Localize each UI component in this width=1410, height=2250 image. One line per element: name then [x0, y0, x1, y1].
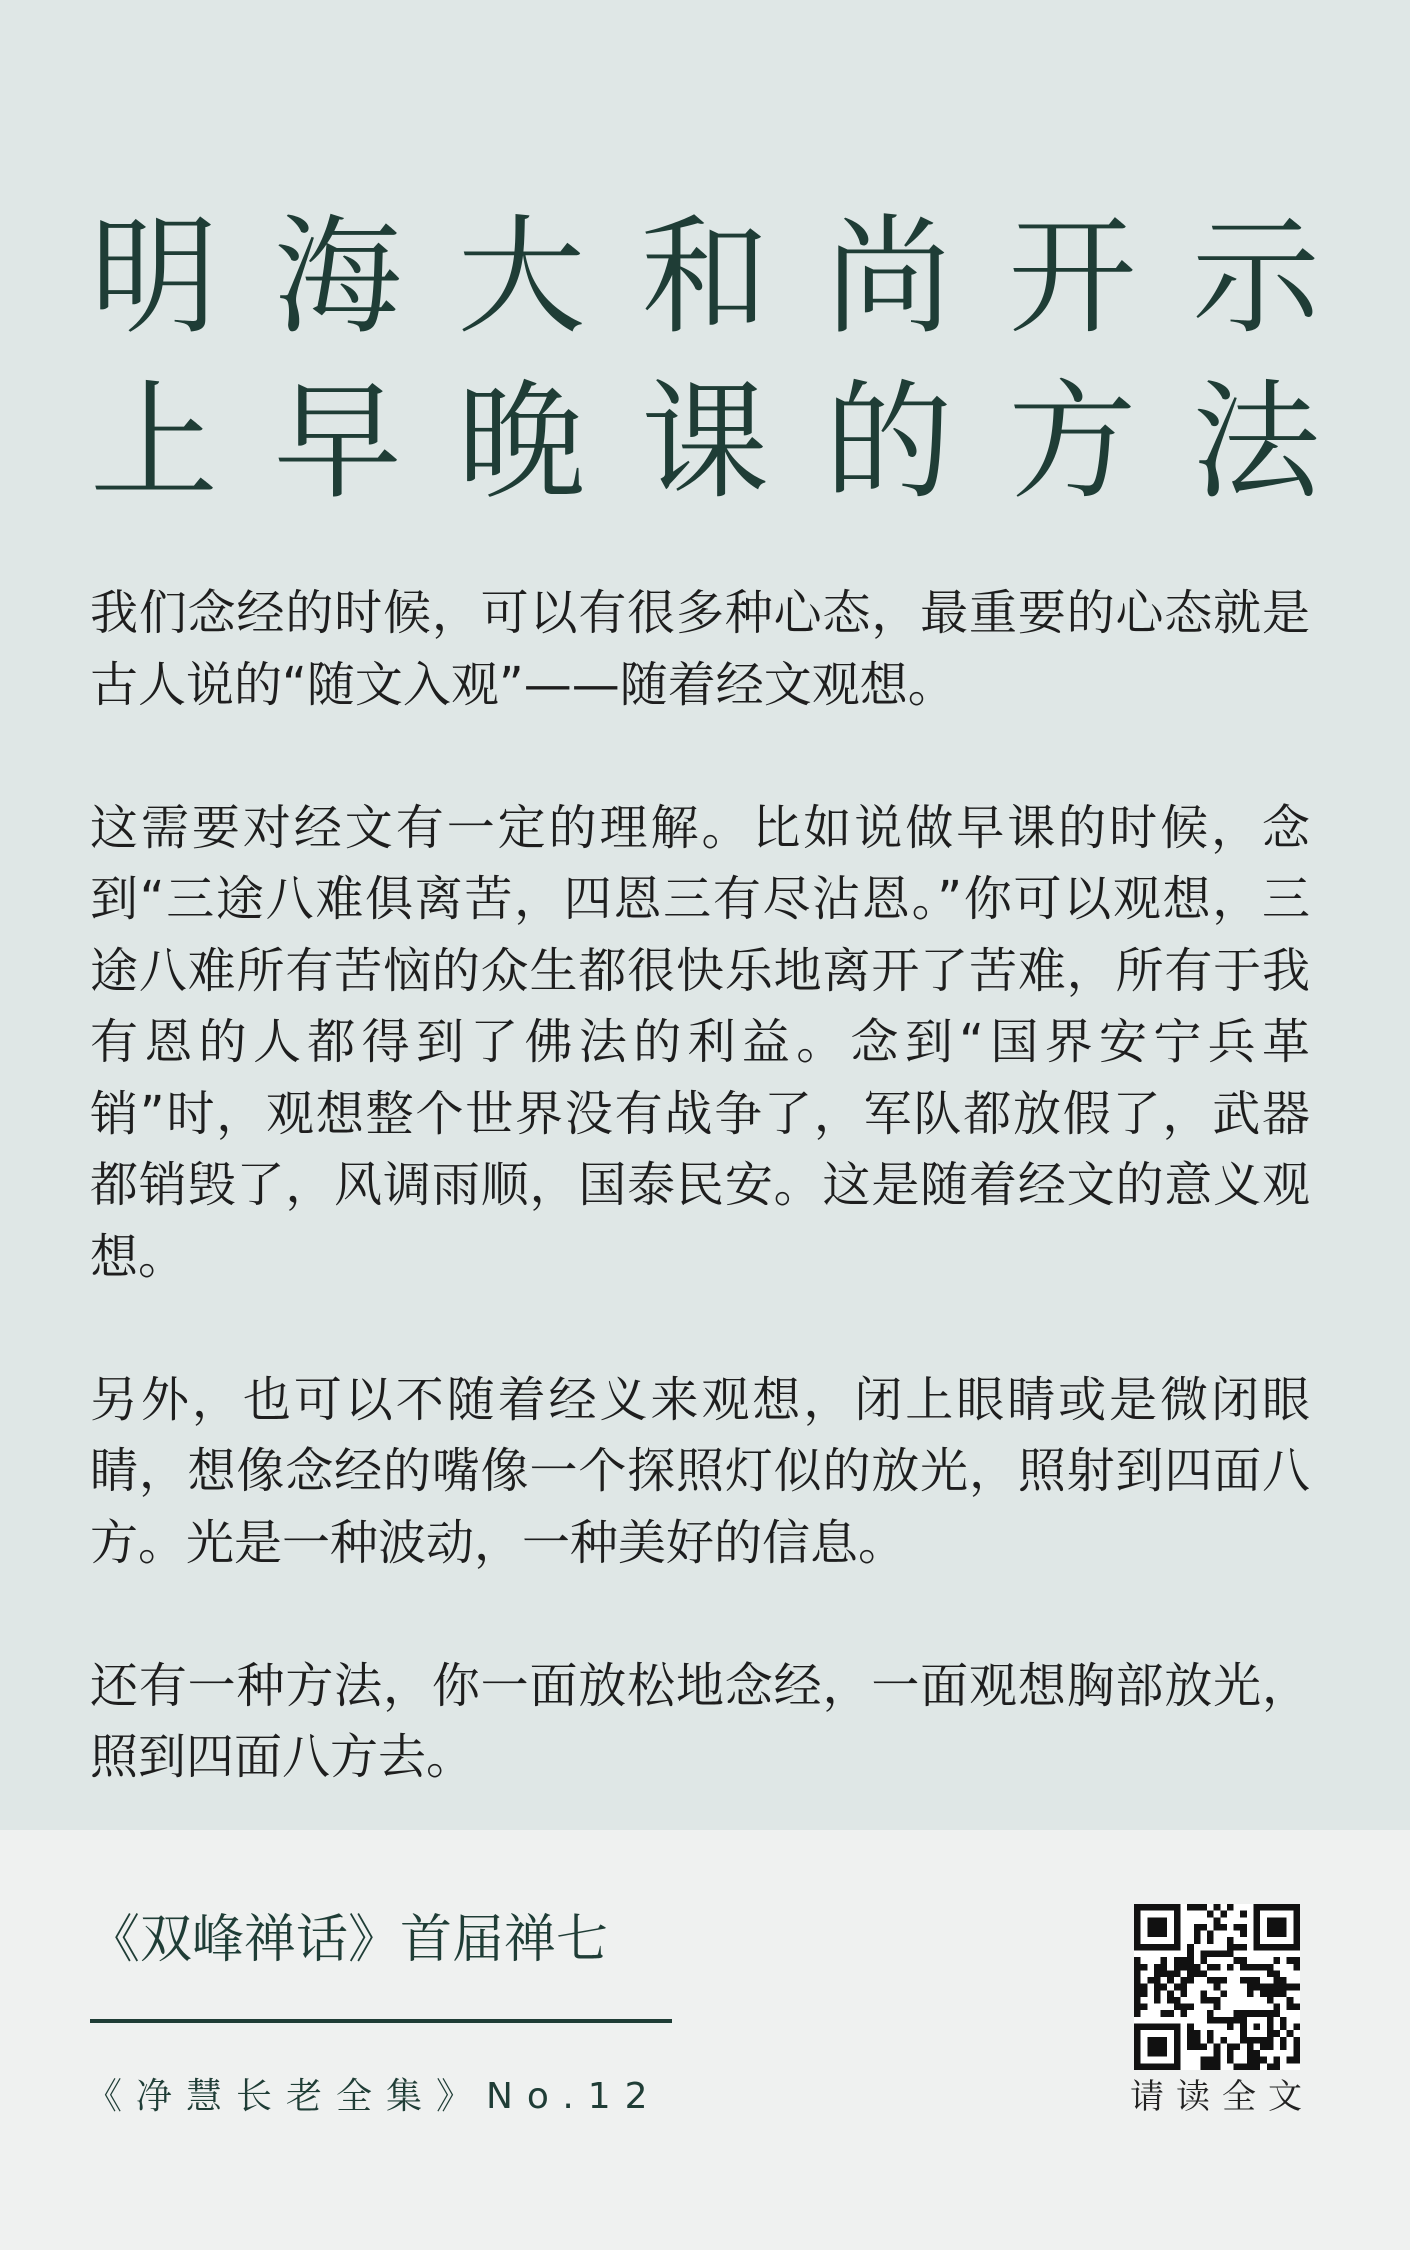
paragraph: 另外，也可以不随着经义来观想，闭上眼睛或是微闭眼睛，想像念经的嘴像一个探照灯似的放光，照射到四面八方。光是一种波动，一种美好的信息。 [90, 1371, 1310, 1571]
paragraph: 这需要对经文有一定的理解。比如说做早课的时候，念到“三途八难俱离苦，四恩三有尽沾恩。”你可以观想，三途八难所有苦恼的众生都很快乐地离开了苦难，所有于我有恩的人都得到了佛法的利益。念到“国界安宁兵革销”时，观想整个世界没有战争了，军队都放假了，武器都销毁了，风调雨顺，国泰民安。这是随着经文的意义观想。 [90, 799, 1310, 1285]
title-line-2: 上早晚课的方法 [90, 368, 1320, 517]
paragraph: 还有一种方法，你一面放松地念经，一面观想胸部放光，照到四面八方去。 [90, 1657, 1310, 1785]
divider [90, 2019, 672, 2023]
paragraph: 我们念经的时候，可以有很多种心态，最重要的心态就是古人说的“随文入观”——随着经文观想。 [90, 585, 1310, 713]
collection-label: 《净慧长老全集》No.12 [86, 2076, 662, 2117]
qr-code-icon[interactable] [1134, 1904, 1300, 2070]
article-body [90, 578, 1310, 1794]
read-full-text-label[interactable]: 请读全文 [1130, 2077, 1314, 2117]
series-title: 《双峰禅话》首届禅七 [88, 1910, 609, 1970]
title-line-1: 明海大和尚开示 [90, 203, 1320, 352]
article-title [90, 195, 1320, 525]
